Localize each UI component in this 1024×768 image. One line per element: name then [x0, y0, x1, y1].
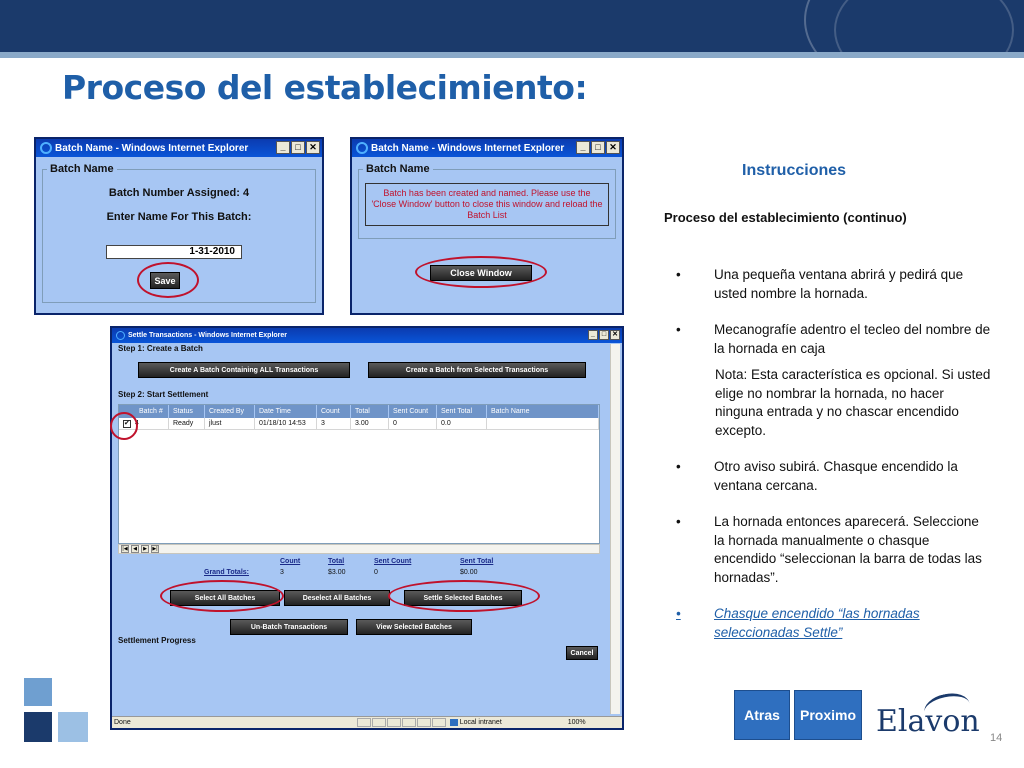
- totals-count: 3: [280, 569, 284, 576]
- horizontal-scrollbar[interactable]: [118, 544, 600, 554]
- save-button[interactable]: Save: [150, 272, 180, 289]
- bullet-text: Otro aviso subirá. Chasque encendido la ventana cercana.: [714, 459, 958, 493]
- minimize-button[interactable]: _: [576, 141, 590, 154]
- column-header[interactable]: Status: [169, 405, 205, 418]
- back-button[interactable]: Atras: [734, 690, 790, 740]
- deselect-all-batches-button[interactable]: Deselect All Batches: [284, 590, 390, 606]
- step1-label: Step 1: Create a Batch: [118, 344, 203, 353]
- cell-batch-name: [487, 418, 599, 429]
- minimize-button[interactable]: _: [276, 141, 290, 154]
- cell-date-time: 01/18/10 14:53: [255, 418, 317, 429]
- unbatch-transactions-button[interactable]: Un-Batch Transactions: [230, 619, 348, 635]
- zone-icon: [450, 719, 458, 726]
- bullet-icon: •: [676, 514, 681, 529]
- bullet-icon: •: [676, 322, 681, 337]
- banner-decoration: [834, 0, 1014, 52]
- scroll-right-icon[interactable]: ▶: [141, 545, 149, 553]
- bullet-icon: •: [676, 459, 681, 474]
- totals-total-header: Total: [328, 558, 345, 565]
- checkbox-checked-icon[interactable]: ✔: [124, 420, 130, 427]
- cell-batch: 4: [134, 420, 139, 427]
- vertical-scrollbar[interactable]: [610, 344, 620, 714]
- bullet-icon: •: [676, 606, 681, 621]
- instructions-list: [672, 266, 992, 660]
- totals-total: $3.00: [328, 569, 346, 576]
- scroll-last-icon[interactable]: ▶|: [152, 546, 158, 552]
- totals-sent-total-header: Sent Total: [460, 558, 494, 565]
- minimize-button[interactable]: _: [588, 330, 598, 340]
- grid-header: [119, 405, 599, 418]
- column-header[interactable]: Count: [317, 405, 351, 418]
- window-title: Settle Transactions - Windows Internet Explorer: [128, 332, 288, 339]
- settle-selected-batches-button[interactable]: Settle Selected Batches: [404, 590, 522, 606]
- column-header[interactable]: Sent Total: [437, 405, 487, 418]
- maximize-button[interactable]: □: [591, 141, 605, 154]
- cancel-button[interactable]: Cancel: [566, 646, 598, 660]
- ie-icon: [356, 142, 368, 154]
- batch-name-input[interactable]: 1-31-2010: [106, 245, 242, 259]
- next-button[interactable]: Proximo: [794, 690, 862, 740]
- status-text: Done: [114, 719, 131, 726]
- settle-selected-highlight: [388, 580, 540, 612]
- bullet-text: Mecanografíe adentro el tecleo del nombre de la hornada en caja: [714, 322, 991, 356]
- window-controls: [588, 330, 620, 340]
- cell-sent-count: 0: [389, 418, 437, 429]
- column-header[interactable]: Sent Count: [389, 405, 437, 418]
- instructions-subtitle: Proceso del establecimiento (continuo): [664, 210, 907, 225]
- batch-grid: [118, 404, 600, 544]
- window-titlebar[interactable]: [112, 328, 622, 343]
- totals-sent-total: $0.00: [460, 569, 478, 576]
- window-titlebar[interactable]: [36, 139, 322, 157]
- close-button[interactable]: ✕: [606, 141, 620, 154]
- cell-sent-total: 0.0: [437, 418, 487, 429]
- step2-label: Step 2: Start Settlement: [118, 390, 209, 399]
- window-title: Batch Name - Windows Internet Explorer: [371, 142, 565, 154]
- ie-icon: [116, 331, 125, 340]
- decorative-square: [58, 712, 88, 742]
- window-controls: [576, 141, 620, 154]
- scroll-left-icon[interactable]: ◀: [131, 545, 139, 553]
- column-header[interactable]: Batch #: [119, 405, 169, 418]
- cell-total: 3.00: [351, 418, 389, 429]
- column-header[interactable]: Date Time: [255, 405, 317, 418]
- totals-sent-count: 0: [374, 569, 378, 576]
- maximize-button[interactable]: □: [599, 330, 609, 340]
- view-selected-batches-button[interactable]: View Selected Batches: [356, 619, 472, 635]
- window-titlebar[interactable]: [352, 139, 622, 157]
- column-header[interactable]: Total: [351, 405, 389, 418]
- column-header[interactable]: Batch Name: [487, 405, 599, 418]
- group-legend: Batch Name: [366, 163, 430, 175]
- select-all-batches-button[interactable]: Select All Batches: [170, 590, 280, 606]
- totals-sent-count-header: Sent Count: [374, 558, 412, 565]
- page-number: 14: [990, 732, 1003, 744]
- batch-name-group: [358, 163, 616, 239]
- instructions-title: Instrucciones: [742, 162, 847, 179]
- bullet-text: Una pequeña ventana abrirá y pedirá que usted nombre la hornada.: [714, 267, 964, 301]
- bullet-text: La hornada entonces aparecerá. Seleccione la hornada manualmente o chasque encendido “seleccionan la barra de todas las hornadas”.: [714, 514, 982, 585]
- create-selected-batch-button[interactable]: Create a Batch from Selected Transactions: [368, 362, 586, 378]
- column-header[interactable]: Created By: [205, 405, 255, 418]
- banner-strip: [0, 52, 1024, 58]
- maximize-button[interactable]: □: [291, 141, 305, 154]
- status-cells: [357, 718, 446, 727]
- save-highlight: [137, 262, 199, 298]
- create-all-batch-button[interactable]: Create A Batch Containing ALL Transactions: [138, 362, 350, 378]
- status-bar: [112, 716, 622, 728]
- settle-transactions-window: [110, 326, 624, 730]
- cell-status: Ready: [169, 418, 205, 429]
- select-all-highlight: [160, 580, 284, 612]
- zoom-text[interactable]: 100%: [567, 719, 586, 726]
- cell-created-by: jlust: [205, 418, 255, 429]
- decorative-square: [24, 678, 52, 706]
- window-title: Batch Name - Windows Internet Explorer: [55, 142, 249, 154]
- totals-count-header: Count: [280, 558, 301, 565]
- close-button[interactable]: ✕: [306, 141, 320, 154]
- table-row[interactable]: [119, 418, 599, 430]
- bullet-icon: •: [676, 267, 681, 282]
- close-button[interactable]: ✕: [610, 330, 620, 340]
- window-controls: [276, 141, 320, 154]
- scroll-first-icon[interactable]: |◀: [122, 546, 128, 552]
- confirmation-message: Batch has been created and named. Please use the 'Close Window' button to close this window and reload the Batch List: [365, 183, 609, 226]
- list-item-link[interactable]: [672, 605, 992, 642]
- grand-totals-label: Grand Totals:: [204, 569, 249, 576]
- cell-count: 3: [317, 418, 351, 429]
- zone-text: Local intranet: [459, 719, 502, 726]
- close-window-button[interactable]: Close Window: [430, 265, 532, 281]
- decorative-square: [24, 712, 52, 742]
- close-window-highlight: [415, 256, 547, 288]
- list-item: [672, 266, 992, 303]
- checkbox-highlight: [110, 412, 138, 440]
- note-text: Nota: Esta característica es opcional. Si usted elige no nombrar la hornada, no hacer ninguna entrada y no chascar encendido excepto.: [715, 367, 991, 438]
- list-item: [672, 321, 992, 358]
- list-item: [672, 513, 992, 587]
- settle-selected-link[interactable]: Chasque encendido “las hornadas seleccionadas Settle”: [714, 606, 920, 640]
- settlement-progress-label: Settlement Progress: [118, 636, 196, 645]
- elavon-logo: Elavon: [876, 704, 980, 739]
- group-legend: Batch Name: [50, 163, 114, 175]
- batch-name-window-2: [350, 137, 624, 315]
- slide-title: Proceso del establecimiento:: [62, 68, 588, 107]
- top-banner: [0, 0, 1024, 52]
- ie-icon: [40, 142, 52, 154]
- batch-name-prompt: Enter Name For This Batch:: [106, 211, 252, 223]
- batch-assigned-text: Batch Number Assigned: 4: [108, 187, 250, 199]
- list-item: [672, 458, 992, 495]
